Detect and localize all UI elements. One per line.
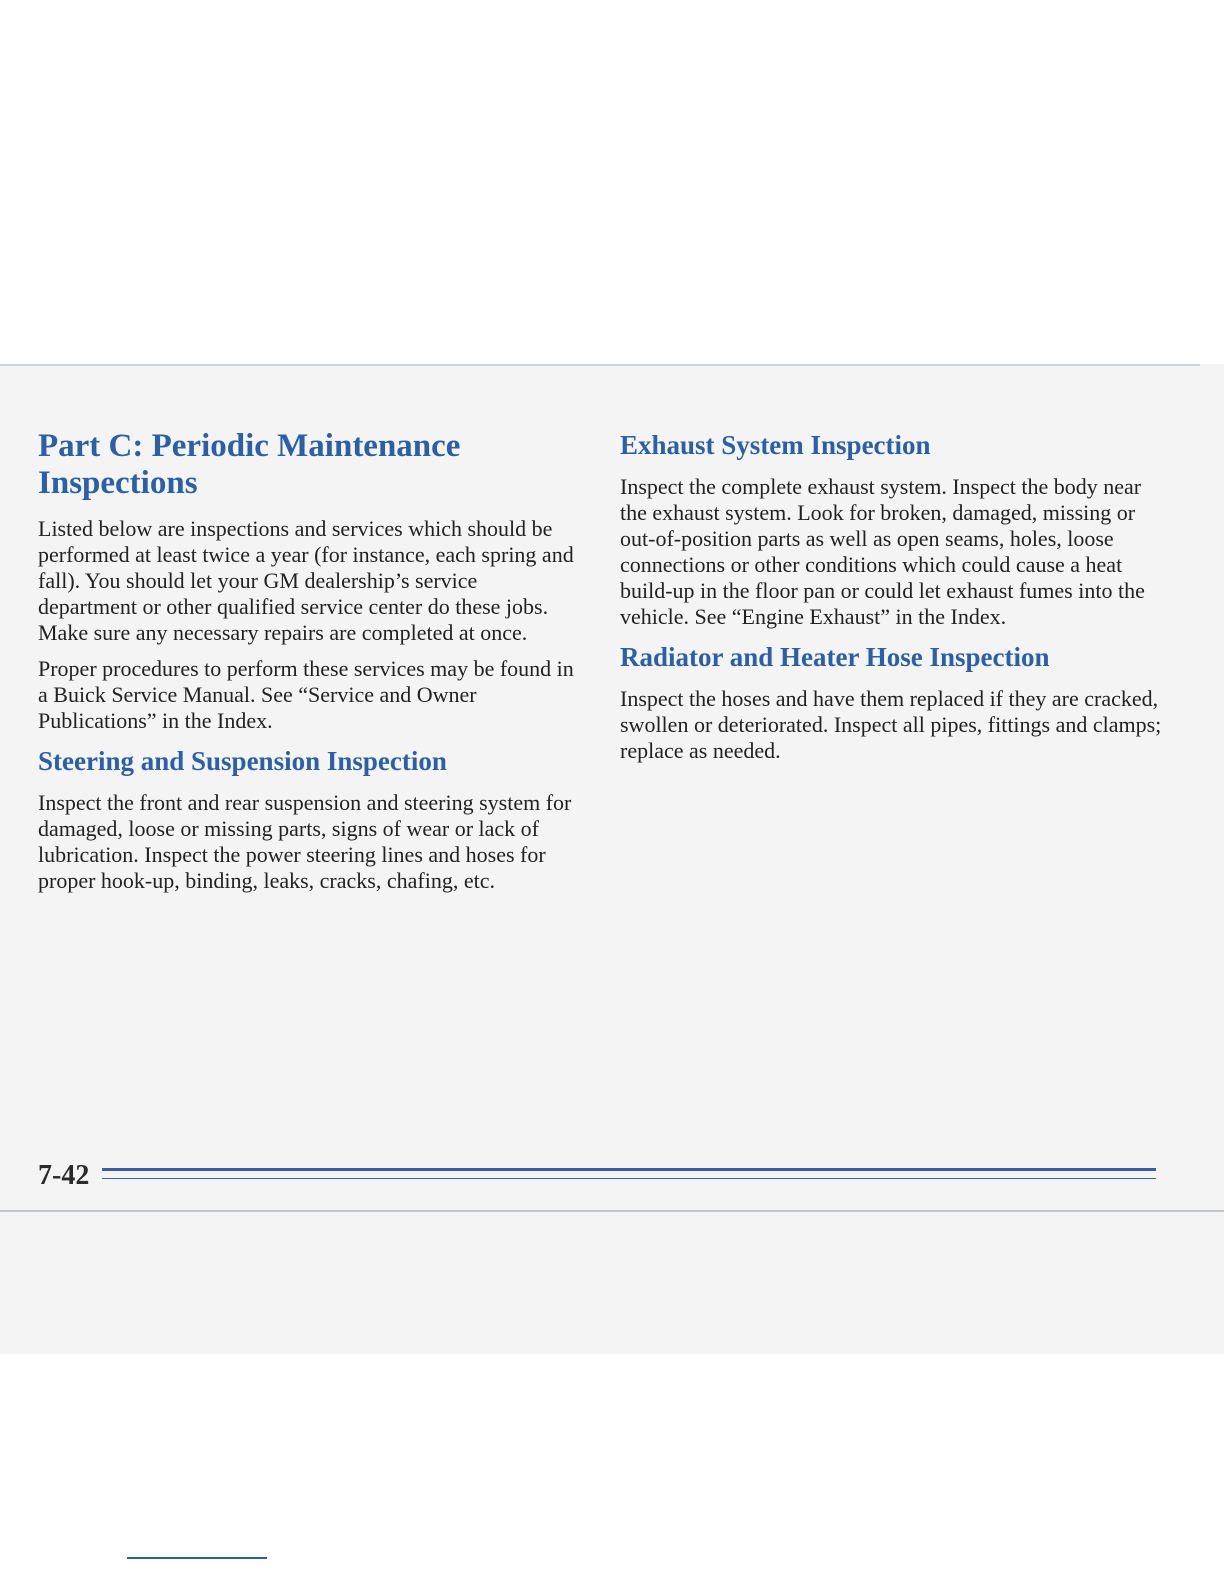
page-title: Part C: Periodic Maintenance Inspections: [38, 428, 461, 501]
exhaust-system-heading: Exhaust System Inspection: [620, 430, 931, 460]
page-footer: [38, 1158, 1158, 1194]
page-number: 7-42: [38, 1160, 90, 1191]
top-divider: [0, 364, 1200, 366]
footer-rule-thick: [102, 1168, 1156, 1171]
left-column: [38, 428, 578, 904]
right-column: [620, 428, 1165, 774]
bottom-divider: [0, 1210, 1224, 1212]
steering-suspension-text: Inspect the front and rear suspension and steering system for damaged, loose or missing parts, signs of wear or lack of lubrication. Inspect the power steering lines and hoses for proper hook-up, binding, leaks, cracks, chafing, etc.: [38, 790, 572, 893]
exhaust-system-text: Inspect the complete exhaust system. Inspect the body near the exhaust system. Look for broken, damaged, missing or out-of-position parts as well as open seams, holes, loose connections or other conditions which could cause a heat build-up in the floor pan or could let exhaust fumes into the vehicle. See “Engine Exhaust” in the Index.: [620, 474, 1145, 629]
steering-suspension-heading: Steering and Suspension Inspection: [38, 746, 447, 776]
footer-rule-thin: [102, 1178, 1156, 1179]
radiator-heater-hose-heading: Radiator and Heater Hose Inspection: [620, 642, 1050, 672]
procedures-paragraph: Proper procedures to perform these services may be found in a Buick Service Manual. See “Service and Owner Publications” in the Index.: [38, 656, 574, 733]
radiator-heater-hose-text: Inspect the hoses and have them replaced if they are cracked, swollen or deteriorated. Inspect all pipes, fittings and clamps; replace as needed.: [620, 686, 1162, 763]
bottom-accent-line: [127, 1557, 267, 1559]
intro-paragraph: Listed below are inspections and services which should be performed at least twice a year (for instance, each spring and fall). You should let your GM dealership’s service department or other qualified service center do these jobs. Make sure any necessary repairs are completed at once.: [38, 516, 574, 645]
